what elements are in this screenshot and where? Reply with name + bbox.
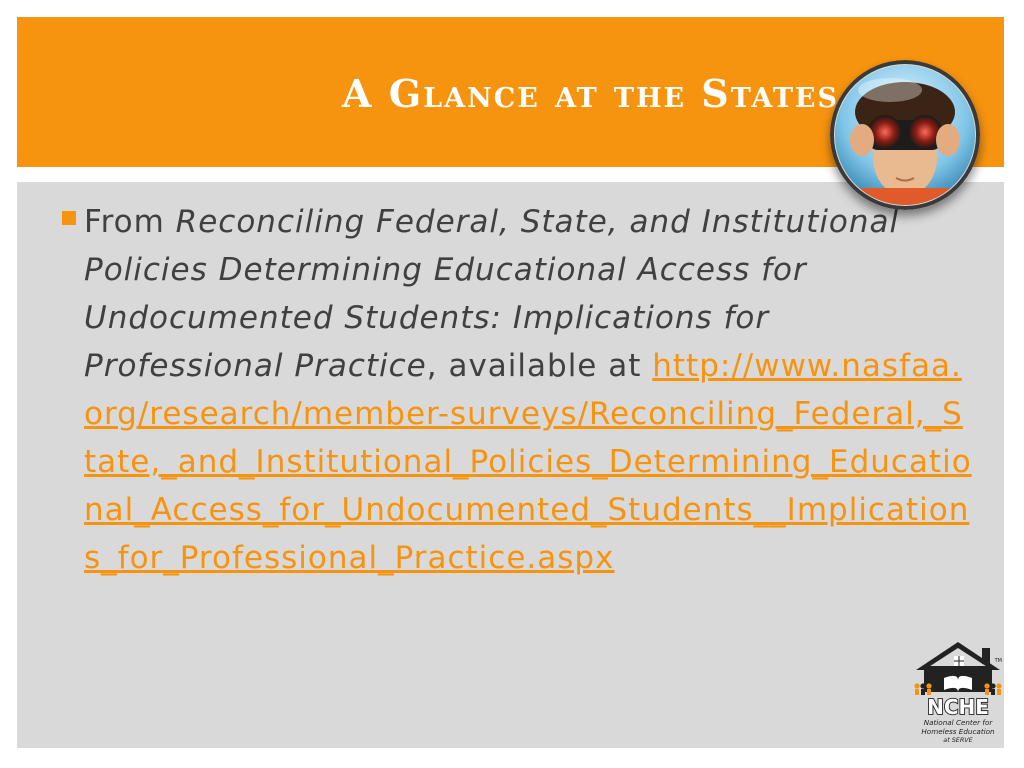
logo-abbreviation: NCHE (927, 695, 989, 719)
logo-name-line1: National Center for (923, 718, 993, 727)
nche-house-logo-icon (910, 640, 1006, 745)
body-trail: , available at (426, 348, 642, 384)
publication-title: Reconciling Federal, State, and Institutional Policies Determining Educational Access for Undocumented Students: Implications for Professional Practice (84, 204, 900, 384)
logo-name-line2: Homeless Education (921, 727, 995, 736)
logo-name-line3: at SERVE (943, 736, 973, 744)
nasfaa-link[interactable]: http://www.nasfaa.org/research/member-surveys/Reconciling_Federal,_State,_and_Institutional_Policies_Determining_Educational_Access_for_Undocumented_Students__Implications_for_Professional_Practice.aspx (84, 348, 972, 576)
body-text (84, 198, 972, 582)
bullet-marker (62, 211, 76, 225)
body-lead: From (84, 204, 176, 240)
slide-title: A Glance at the States (342, 71, 839, 116)
logo-tm: TM (994, 658, 1002, 664)
child-with-binoculars-icon (830, 60, 980, 210)
